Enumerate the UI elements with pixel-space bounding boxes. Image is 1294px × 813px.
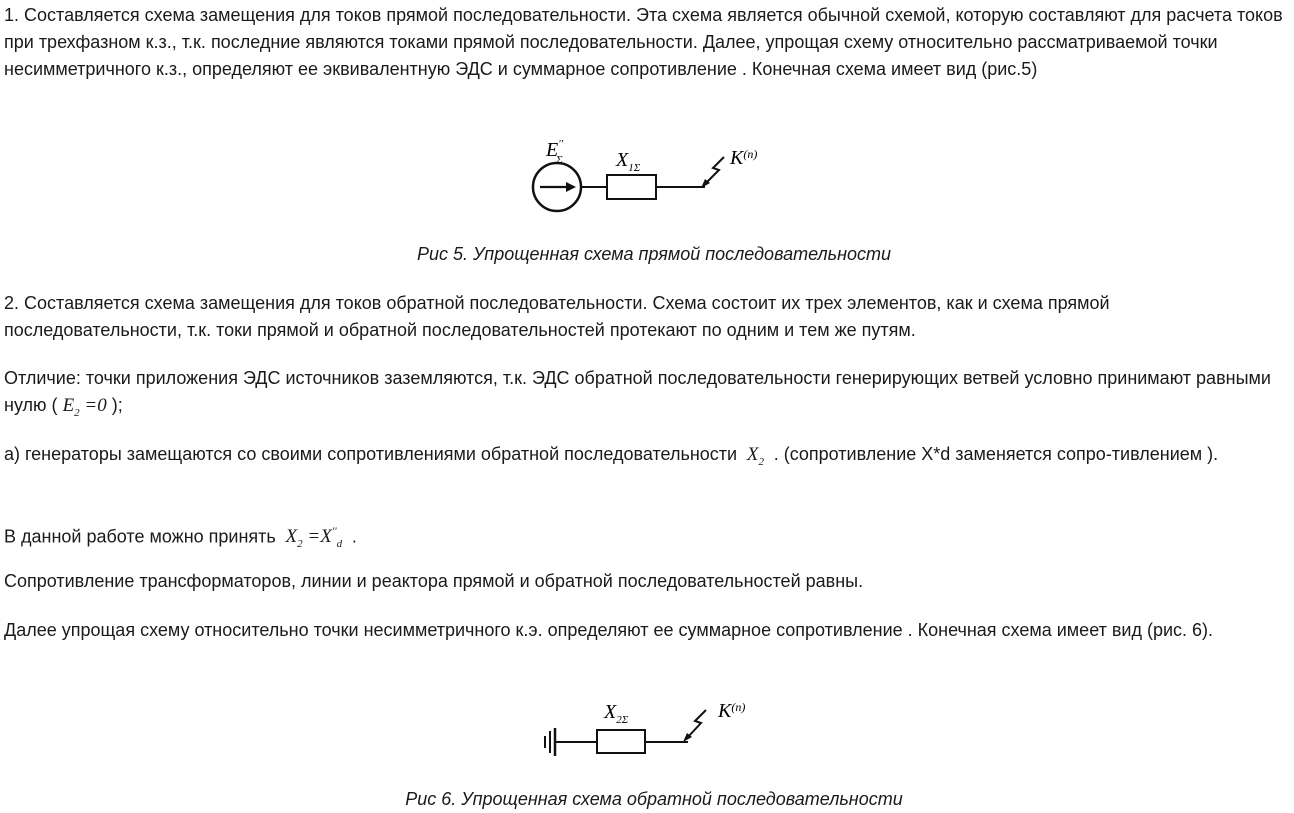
resistor-x2-label: $X_{2\Sigma}$ <box>604 701 629 726</box>
emf-label: E'' Σ <box>546 138 563 166</box>
formula-x2: $X_2$ <box>746 444 764 468</box>
figure-5-caption: Рис 5. Упрощенная схема прямой последовательности <box>416 244 892 264</box>
paragraph-assumption <box>4 519 1292 558</box>
formula-x2-equals-xd: $X_2 =X''_d$ <box>285 526 343 551</box>
assumption-end: . <box>351 526 357 547</box>
resistor-x1-label: $X_{1\Sigma}$ <box>616 149 641 174</box>
assumption-text: В данной работе можно принять <box>4 526 276 547</box>
paragraph-generators <box>4 441 1292 476</box>
paragraph-resistances-equal: Сопротивление трансформаторов, линии и реактора прямой и обратной последовательностей равны. <box>4 571 864 591</box>
fault-lightning-arrow <box>705 157 724 184</box>
emf-arrow-head <box>566 182 576 192</box>
fault-lightning-arrow <box>687 710 706 738</box>
figure-6-caption: Рис 6. Упрощенная схема обратной последовательности <box>405 789 903 809</box>
figure-6-diagram <box>540 692 780 762</box>
formula-e2-zero: $E_2 =0$ <box>62 395 107 419</box>
paragraph-difference <box>4 365 1292 427</box>
resistor-x1 <box>607 175 656 199</box>
fault-point-label: $K^{(n)}$ <box>718 700 746 722</box>
difference-text: Отличие: точки приложения ЭДС источников заземляются, т.к. ЭДС обратной последовательности генерирующих ветвей условно принимают равными нулю ( <box>4 368 1271 415</box>
fault-point-label: $K^{(n)}$ <box>730 147 758 169</box>
figure-5-diagram <box>520 130 790 220</box>
resistor-x2 <box>597 730 645 753</box>
paragraph-final-scheme: Далее упрощая схему относительно точки несимметричного к.э. определяют ее суммарное сопротивление . Конечная схема имеет вид (рис. 6). <box>4 620 1214 640</box>
difference-end: ); <box>111 395 123 415</box>
generators-end: . (сопротивление X*d заменяется сопро-тивлением ). <box>773 444 1219 464</box>
generators-text: а) генераторы замещаются со своими сопротивлениями обратной последовательности <box>4 444 738 464</box>
paragraph-negative-sequence: 2. Составляется схема замещения для токов обратной последовательности. Схема состоит их трех элементов, как и схема прямой последовательности, т.к. токи прямой и обратной последовательностей протекают по одним и тем же путям. <box>4 293 1110 340</box>
paragraph-positive-sequence: 1. Составляется схема замещения для токов прямой последовательности. Эта схема является обычной схемой, которую составляют для расчета токов при трехфазном к.з., т.к. последние являются токами прямой последовательности. Далее, упрощая схему относительно рассматриваемой точки несимметричного к.з., определяют ее эквивалентную ЭДС и суммарное сопротивление . Конечная схема имеет вид (рис.5) <box>4 5 1283 79</box>
